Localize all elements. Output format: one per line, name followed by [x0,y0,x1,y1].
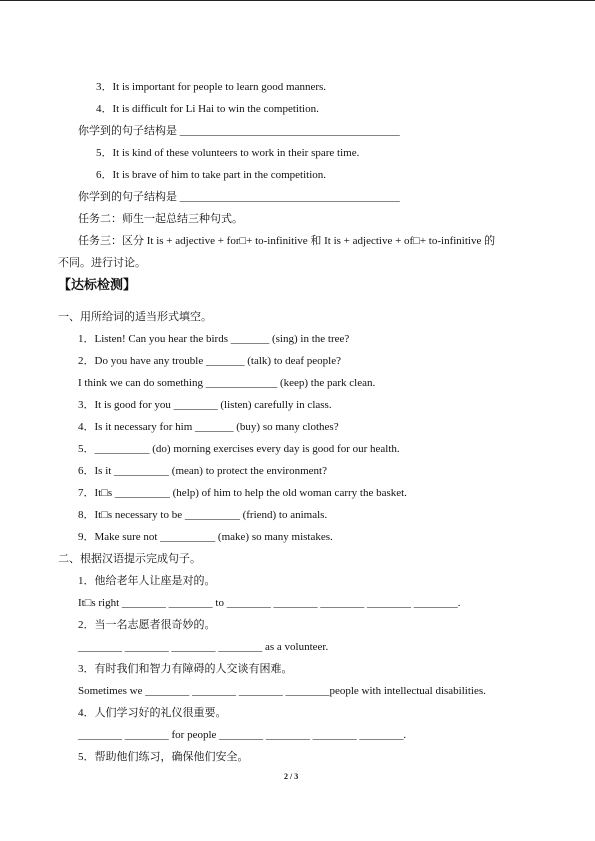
exercise-2-5-prompt: 5．帮助他们练习，确保他们安全。 [78,751,249,763]
exercise-2-2-prompt: 2．当一名志愿者很奇妙的。 [78,619,216,631]
exercise-2-3-answer: Sometimes we ________ ________ ________ ________people with intellectual disabilities. [78,685,486,697]
text-line-task2: 任务二：师生一起总结三种句式。 [78,213,243,225]
exercise-1-5: 5．__________ (do) morning exercises every day is good for our health. [78,443,400,455]
exercise-2-1-answer: It□s right ________ ________ to ________ ________ ________ ________ ________. [78,597,461,609]
text-line-task3: 任务三：区分 It is + adjective + for□+ to-infinitive 和 It is + adjective + of□+ to-infinitive 的 [78,235,496,247]
text-line-structure-2: 你学到的句子结构是 ________________________________________ [78,191,400,203]
section-heading-assessment: 【达标检测】 [58,278,137,293]
exercise-1-1: 1．Listen! Can you hear the birds _______ (sing) in the tree? [78,333,350,345]
text-line-q3: 3．It is important for people to learn good manners. [96,81,327,93]
text-line-q6: 6．It is brave of him to take part in the competition. [96,169,327,181]
section-title-translate: 二、根据汉语提示完成句子。 [58,553,201,565]
exercise-1-3: 3．It is good for you ________ (listen) carefully in class. [78,399,332,411]
exercise-1-2: 2．Do you have any trouble _______ (talk) to deaf people? [78,355,342,367]
text-line-q5: 5．It is kind of these volunteers to work in their spare time. [96,147,360,159]
text-line-structure-1: 你学到的句子结构是 ________________________________________ [78,125,400,137]
exercise-1-9: 9．Make sure not __________ (make) so many mistakes. [78,531,333,543]
exercise-1-8: 8．It□s necessary to be __________ (friend) to animals. [78,509,328,521]
exercise-1-4: 4．Is it necessary for him _______ (buy) so many clothes? [78,421,339,433]
top-border-line [0,0,595,1]
exercise-1-6: 6．Is it __________ (mean) to protect the environment? [78,465,327,477]
exercise-2-4-answer: ________ ________ for people ________ ________ ________ ________. [78,729,407,741]
exercise-1-2b: I think we can do something _____________ (keep) the park clean. [78,377,376,389]
exercise-2-1-prompt: 1．他给老年人让座是对的。 [78,575,216,587]
exercise-2-3-prompt: 3．有时我们和智力有障碍的人交谈有困难。 [78,663,293,675]
exercise-1-7: 7．It□s __________ (help) of him to help the old woman carry the basket. [78,487,407,499]
text-line-task3-cont: 不同。进行讨论。 [58,257,146,269]
exercise-2-4-prompt: 4．人们学习好的礼仪很重要。 [78,707,227,719]
section-title-fill-blank: 一、用所给词的适当形式填空。 [58,311,212,323]
exercise-2-2-answer: ________ ________ ________ ________ as a volunteer. [78,641,329,653]
page-number: 2 / 3 [284,772,299,781]
text-line-q4: 4．It is difficult for Li Hai to win the competition. [96,103,319,115]
